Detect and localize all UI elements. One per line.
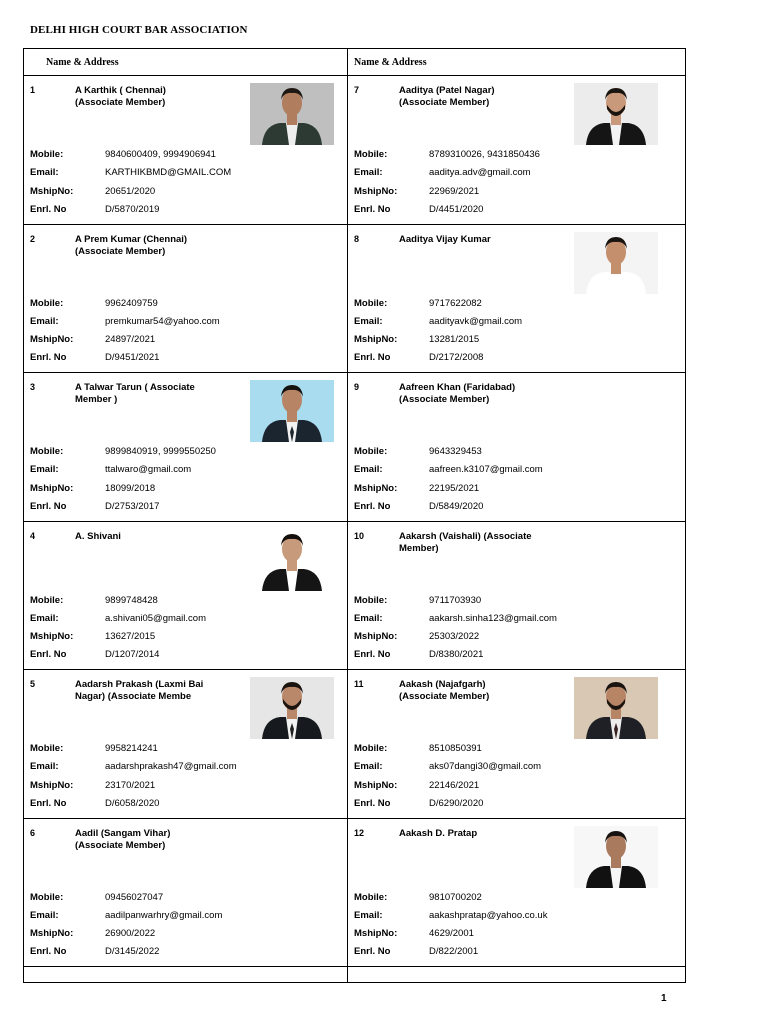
email-label: Email: xyxy=(30,167,59,179)
member-entry xyxy=(24,342,347,512)
enrl-value: D/8380/2021 xyxy=(429,649,484,661)
mobile-value: 9962409759 xyxy=(105,297,158,309)
email-value: a.shivani05@gmail.com xyxy=(105,612,206,624)
mship-label: MshipNo: xyxy=(354,779,398,791)
detail-row-mobile xyxy=(354,446,664,464)
mobile-label: Mobile: xyxy=(30,149,64,160)
detail-row-email xyxy=(354,910,664,928)
member-name xyxy=(75,85,245,109)
detail-row-mobile xyxy=(30,595,340,613)
email-value: aaditya.adv@gmail.com xyxy=(429,167,531,179)
member-photo xyxy=(574,826,658,888)
member-name xyxy=(399,531,569,555)
member-name-line1: Aadarsh Prakash (Laxmi Bai xyxy=(75,679,204,690)
email-value: KARTHIKBMD@GMAIL.COM xyxy=(105,167,232,179)
detail-row-email xyxy=(354,167,664,185)
member-photo xyxy=(574,677,658,739)
member-number: 8 xyxy=(354,233,360,244)
enrl-label: Enrl. No xyxy=(30,797,67,809)
mship-value: 22146/2021 xyxy=(429,779,480,791)
detail-row-email xyxy=(354,613,664,631)
enrl-label: Enrl. No xyxy=(30,649,67,661)
row-divider xyxy=(24,372,685,373)
enrl-value: D/822/2001 xyxy=(429,946,479,958)
mship-value: 4629/2001 xyxy=(429,928,474,940)
member-details xyxy=(30,892,340,965)
member-number: 1 xyxy=(30,85,36,95)
mship-label: MshipNo: xyxy=(30,779,74,791)
member-name-line1: Aadil (Sangam Vihar) xyxy=(75,827,171,839)
member-details xyxy=(354,892,664,965)
enrl-value: D/6058/2020 xyxy=(105,797,160,809)
enrl-value: D/6290/2020 xyxy=(429,797,484,809)
member-entry xyxy=(24,491,347,661)
enrl-label: Enrl. No xyxy=(354,203,391,215)
member-entry xyxy=(24,788,347,958)
member-number: 6 xyxy=(30,827,36,838)
enrl-value: D/2172/2008 xyxy=(429,352,484,364)
email-value: aadilpanwarhry@gmail.com xyxy=(105,909,223,921)
email-label: Email: xyxy=(354,909,383,921)
mship-value: 18099/2018 xyxy=(105,482,156,494)
detail-row-email xyxy=(354,761,664,779)
member-name xyxy=(75,234,245,258)
mship-value: 24897/2021 xyxy=(105,334,156,346)
member-entry xyxy=(348,45,671,215)
detail-row-mobile xyxy=(354,149,664,167)
email-value: aks07dangi30@gmail.com xyxy=(429,761,542,773)
enrl-value: D/5870/2019 xyxy=(105,203,160,215)
mobile-value: 9711703930 xyxy=(429,594,482,606)
email-label: Email: xyxy=(354,612,383,624)
mship-label: MshipNo: xyxy=(354,185,398,197)
member-number: 7 xyxy=(354,85,360,95)
enrl-label: Enrl. No xyxy=(354,352,391,364)
enrl-value: D/1207/2014 xyxy=(105,649,160,661)
member-name xyxy=(75,531,245,543)
row-divider xyxy=(24,966,685,967)
mship-label: MshipNo: xyxy=(30,631,74,643)
member-entry xyxy=(348,342,671,512)
column-header-right: Name & Address xyxy=(354,57,427,68)
enrl-label: Enrl. No xyxy=(354,649,391,661)
mship-value: 26900/2022 xyxy=(105,928,156,940)
detail-row-email xyxy=(30,316,340,334)
detail-row-mobile xyxy=(354,595,664,613)
mship-value: 22195/2021 xyxy=(429,482,480,494)
member-number: 9 xyxy=(354,382,360,392)
email-label: Email: xyxy=(354,464,383,476)
mobile-label: Mobile: xyxy=(30,446,64,457)
member-photo xyxy=(250,529,334,591)
email-label: Email: xyxy=(354,167,383,179)
member-name-line1: A. Shivani xyxy=(75,530,121,542)
column-header-left: Name & Address xyxy=(46,57,119,68)
enrl-value: D/5849/2020 xyxy=(429,500,484,512)
enrl-value: D/4451/2020 xyxy=(429,203,484,215)
member-entry xyxy=(24,194,347,364)
detail-row-email xyxy=(354,316,664,334)
enrl-value: D/2753/2017 xyxy=(105,500,160,512)
mship-label: MshipNo: xyxy=(354,631,398,643)
enrl-label: Enrl. No xyxy=(30,946,67,958)
mobile-value: 9643329453 xyxy=(429,446,482,457)
member-number: 11 xyxy=(354,679,364,689)
member-directory-table xyxy=(23,48,686,983)
member-name-line2: Member ) xyxy=(75,394,118,405)
member-name-line1: Aakash (Najafgarh) xyxy=(399,679,486,690)
email-value: aakashpratap@yahoo.co.uk xyxy=(429,909,548,921)
detail-row-enrl xyxy=(30,946,340,964)
member-entry xyxy=(348,788,671,958)
member-name xyxy=(75,382,245,406)
mobile-value: 9899840919, 9999550250 xyxy=(105,446,216,457)
email-value: aadarshprakash47@gmail.com xyxy=(105,761,237,773)
detail-row-mship xyxy=(354,928,664,946)
mobile-value: 9840600409, 9994906941 xyxy=(105,149,216,160)
detail-row-enrl xyxy=(354,946,664,964)
mship-label: MshipNo: xyxy=(30,185,74,197)
enrl-label: Enrl. No xyxy=(354,500,391,512)
detail-row-email xyxy=(30,167,340,185)
member-name-line1: Aaditya (Patel Nagar) xyxy=(399,85,495,96)
email-label: Email: xyxy=(30,464,59,476)
member-name-line2: (Associate Member) xyxy=(75,97,166,108)
enrl-value: D/9451/2021 xyxy=(105,352,160,364)
member-name-line1: Aaditya Vijay Kumar xyxy=(399,233,491,245)
member-name xyxy=(399,85,569,109)
detail-row-mobile xyxy=(30,149,340,167)
row-divider xyxy=(24,521,685,522)
mobile-label: Mobile: xyxy=(30,743,64,754)
mobile-value: 9810700202 xyxy=(429,891,482,903)
member-name xyxy=(399,234,569,246)
member-photo xyxy=(250,677,334,739)
email-value: aadityavk@gmail.com xyxy=(429,315,523,327)
member-number: 4 xyxy=(30,530,36,541)
page-number: 1 xyxy=(661,993,667,1004)
mobile-label: Mobile: xyxy=(354,446,388,457)
member-photo xyxy=(574,232,658,294)
member-entry xyxy=(24,639,347,809)
member-name-line1: A Prem Kumar (Chennai) xyxy=(75,233,188,245)
member-name-line1: Aakash D. Pratap xyxy=(399,827,478,839)
member-entry xyxy=(348,491,671,661)
row-divider xyxy=(24,224,685,225)
member-name xyxy=(75,679,245,703)
member-number: 2 xyxy=(30,233,36,244)
mship-label: MshipNo: xyxy=(30,482,74,494)
member-name-line2: (Associate Member) xyxy=(75,245,166,257)
member-name-line1: Aafreen Khan (Faridabad) xyxy=(399,382,516,393)
detail-row-mobile xyxy=(354,743,664,761)
document-title: DELHI HIGH COURT BAR ASSOCIATION xyxy=(30,24,248,36)
detail-row-mobile xyxy=(354,298,664,316)
mobile-value: 9717622082 xyxy=(429,297,482,309)
detail-row-email xyxy=(30,464,340,482)
mship-value: 23170/2021 xyxy=(105,779,156,791)
row-divider xyxy=(24,818,685,819)
mobile-value: 09456027047 xyxy=(105,891,164,903)
mship-value: 13627/2015 xyxy=(105,631,156,643)
member-number: 3 xyxy=(30,382,36,392)
member-name xyxy=(399,382,569,406)
row-divider xyxy=(24,669,685,670)
detail-row-mobile xyxy=(354,892,664,910)
member-photo xyxy=(574,83,658,145)
email-value: ttalwaro@gmail.com xyxy=(105,464,192,476)
detail-row-email xyxy=(30,761,340,779)
enrl-label: Enrl. No xyxy=(354,797,391,809)
mobile-label: Mobile: xyxy=(354,149,388,160)
member-name xyxy=(75,828,245,852)
mobile-label: Mobile: xyxy=(30,891,64,903)
member-photo xyxy=(250,380,334,442)
member-name-line1: A Karthik ( Chennai) xyxy=(75,85,166,96)
mship-value: 13281/2015 xyxy=(429,334,480,346)
email-label: Email: xyxy=(30,612,59,624)
member-name-line2: Nagar) (Associate Membe xyxy=(75,691,192,702)
enrl-label: Enrl. No xyxy=(30,500,67,512)
member-number: 5 xyxy=(30,679,36,689)
detail-row-email xyxy=(30,613,340,631)
detail-row-mobile xyxy=(30,743,340,761)
member-name-line2: (Associate Member) xyxy=(399,691,490,702)
detail-row-mobile xyxy=(30,892,340,910)
mobile-label: Mobile: xyxy=(354,891,388,903)
row-divider xyxy=(24,75,685,76)
member-name-line2: Member) xyxy=(399,542,439,554)
detail-row-email xyxy=(354,464,664,482)
member-name-line2: (Associate Member) xyxy=(75,839,166,851)
member-entry xyxy=(348,639,671,809)
mobile-value: 9958214241 xyxy=(105,743,158,754)
mship-label: MshipNo: xyxy=(354,334,398,346)
member-name-line1: A Talwar Tarun ( Associate xyxy=(75,382,195,393)
email-label: Email: xyxy=(354,761,383,773)
email-label: Email: xyxy=(30,761,59,773)
member-name xyxy=(399,679,569,703)
member-entry xyxy=(24,45,347,215)
mship-label: MshipNo: xyxy=(354,928,398,940)
mobile-value: 9899748428 xyxy=(105,594,158,606)
member-name-line1: Aakarsh (Vaishali) (Associate xyxy=(399,530,532,542)
mship-value: 22969/2021 xyxy=(429,185,480,197)
member-photo xyxy=(250,83,334,145)
member-number: 12 xyxy=(354,827,365,838)
mobile-value: 8510850391 xyxy=(429,743,482,754)
mship-value: 20651/2020 xyxy=(105,185,156,197)
mship-label: MshipNo: xyxy=(30,928,74,940)
email-label: Email: xyxy=(354,315,383,327)
email-label: Email: xyxy=(30,315,59,327)
email-value: aafreen.k3107@gmail.com xyxy=(429,464,543,476)
mobile-label: Mobile: xyxy=(354,743,388,754)
detail-row-mobile xyxy=(30,446,340,464)
email-value: premkumar54@yahoo.com xyxy=(105,315,220,327)
mobile-value: 8789310026, 9431850436 xyxy=(429,149,540,160)
detail-row-mship xyxy=(30,928,340,946)
mship-label: MshipNo: xyxy=(354,482,398,494)
enrl-label: Enrl. No xyxy=(30,352,67,364)
enrl-label: Enrl. No xyxy=(354,946,391,958)
member-number: 10 xyxy=(354,530,365,541)
enrl-value: D/3145/2022 xyxy=(105,946,160,958)
mship-label: MshipNo: xyxy=(30,334,74,346)
detail-row-email xyxy=(30,910,340,928)
member-name xyxy=(399,828,569,840)
member-name-line2: (Associate Member) xyxy=(399,394,490,405)
mobile-label: Mobile: xyxy=(354,594,388,606)
member-name-line2: (Associate Member) xyxy=(399,97,490,108)
mobile-label: Mobile: xyxy=(30,297,64,309)
mship-value: 25303/2022 xyxy=(429,631,480,643)
mobile-label: Mobile: xyxy=(30,594,64,606)
detail-row-mobile xyxy=(30,298,340,316)
email-label: Email: xyxy=(30,909,59,921)
enrl-label: Enrl. No xyxy=(30,203,67,215)
member-entry xyxy=(348,194,671,364)
mobile-label: Mobile: xyxy=(354,297,388,309)
email-value: aakarsh.sinha123@gmail.com xyxy=(429,612,557,624)
